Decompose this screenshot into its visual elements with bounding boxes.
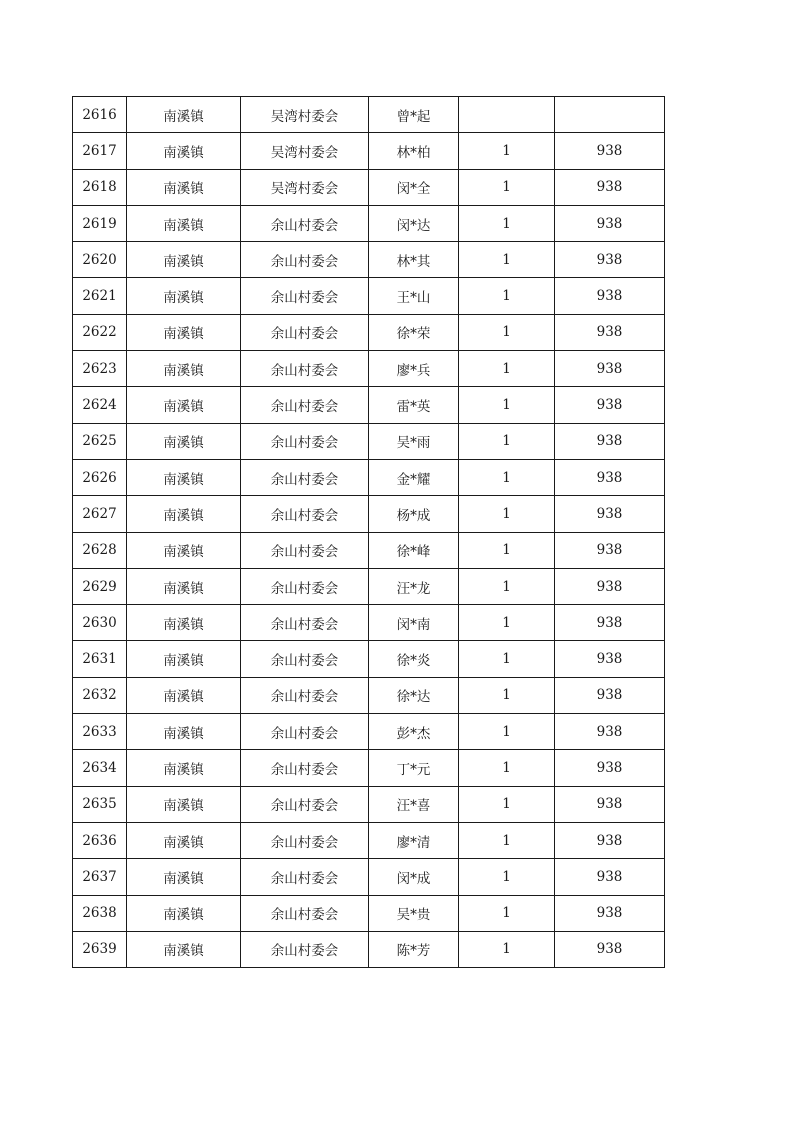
name-cell: 金*耀 — [369, 459, 459, 495]
village-committee-cell: 余山村委会 — [241, 605, 369, 641]
row-number-cell: 2633 — [73, 714, 127, 750]
count-cell: 1 — [459, 133, 555, 169]
name-cell: 闵*南 — [369, 605, 459, 641]
count-cell: 1 — [459, 641, 555, 677]
row-number-cell: 2635 — [73, 786, 127, 822]
town-cell: 南溪镇 — [127, 459, 241, 495]
town-cell: 南溪镇 — [127, 169, 241, 205]
name-cell: 丁*元 — [369, 750, 459, 786]
table-row — [73, 822, 665, 858]
row-number-cell: 2631 — [73, 641, 127, 677]
count-cell: 1 — [459, 169, 555, 205]
town-cell: 南溪镇 — [127, 677, 241, 713]
row-number-cell: 2624 — [73, 387, 127, 423]
amount-cell: 938 — [555, 205, 665, 241]
table-row — [73, 387, 665, 423]
village-committee-cell: 余山村委会 — [241, 278, 369, 314]
count-cell: 1 — [459, 242, 555, 278]
village-committee-cell: 余山村委会 — [241, 242, 369, 278]
row-number-cell: 2627 — [73, 496, 127, 532]
amount-cell: 938 — [555, 822, 665, 858]
table-row — [73, 496, 665, 532]
row-number-cell: 2620 — [73, 242, 127, 278]
amount-cell: 938 — [555, 714, 665, 750]
town-cell: 南溪镇 — [127, 605, 241, 641]
row-number-cell: 2637 — [73, 859, 127, 895]
name-cell: 杨*成 — [369, 496, 459, 532]
name-cell: 汪*喜 — [369, 786, 459, 822]
count-cell: 1 — [459, 750, 555, 786]
town-cell: 南溪镇 — [127, 133, 241, 169]
count-cell: 1 — [459, 459, 555, 495]
row-number-cell: 2622 — [73, 314, 127, 350]
table-row — [73, 677, 665, 713]
amount-cell: 938 — [555, 387, 665, 423]
table-row — [73, 931, 665, 967]
table-row — [73, 423, 665, 459]
town-cell: 南溪镇 — [127, 205, 241, 241]
row-number-cell: 2632 — [73, 677, 127, 713]
count-cell: 1 — [459, 314, 555, 350]
town-cell: 南溪镇 — [127, 278, 241, 314]
count-cell: 1 — [459, 568, 555, 604]
row-number-cell: 2630 — [73, 605, 127, 641]
row-number-cell: 2638 — [73, 895, 127, 931]
amount-cell: 938 — [555, 278, 665, 314]
town-cell: 南溪镇 — [127, 387, 241, 423]
town-cell: 南溪镇 — [127, 859, 241, 895]
amount-cell: 938 — [555, 641, 665, 677]
row-number-cell: 2625 — [73, 423, 127, 459]
name-cell: 徐*荣 — [369, 314, 459, 350]
name-cell: 闵*成 — [369, 859, 459, 895]
name-cell: 廖*兵 — [369, 351, 459, 387]
amount-cell: 938 — [555, 895, 665, 931]
town-cell: 南溪镇 — [127, 822, 241, 858]
count-cell: 1 — [459, 496, 555, 532]
name-cell: 闵*全 — [369, 169, 459, 205]
row-number-cell: 2634 — [73, 750, 127, 786]
name-cell: 徐*炎 — [369, 641, 459, 677]
row-number-cell: 2621 — [73, 278, 127, 314]
table-row — [73, 242, 665, 278]
village-committee-cell: 吴湾村委会 — [241, 133, 369, 169]
amount-cell: 938 — [555, 605, 665, 641]
table-row — [73, 750, 665, 786]
town-cell: 南溪镇 — [127, 97, 241, 133]
row-number-cell: 2616 — [73, 97, 127, 133]
amount-cell: 938 — [555, 786, 665, 822]
village-committee-cell: 余山村委会 — [241, 205, 369, 241]
table-row — [73, 786, 665, 822]
count-cell: 1 — [459, 351, 555, 387]
table-row — [73, 714, 665, 750]
village-committee-cell: 余山村委会 — [241, 641, 369, 677]
village-committee-cell: 吴湾村委会 — [241, 169, 369, 205]
village-committee-cell: 吴湾村委会 — [241, 97, 369, 133]
town-cell: 南溪镇 — [127, 895, 241, 931]
row-number-cell: 2639 — [73, 931, 127, 967]
row-number-cell: 2629 — [73, 568, 127, 604]
table-row — [73, 278, 665, 314]
amount-cell: 938 — [555, 532, 665, 568]
name-cell: 林*柏 — [369, 133, 459, 169]
amount-cell: 938 — [555, 459, 665, 495]
village-committee-cell: 余山村委会 — [241, 786, 369, 822]
name-cell: 徐*峰 — [369, 532, 459, 568]
amount-cell: 938 — [555, 169, 665, 205]
amount-cell: 938 — [555, 242, 665, 278]
count-cell: 1 — [459, 387, 555, 423]
table-row — [73, 859, 665, 895]
name-cell: 林*其 — [369, 242, 459, 278]
row-number-cell: 2619 — [73, 205, 127, 241]
town-cell: 南溪镇 — [127, 750, 241, 786]
town-cell: 南溪镇 — [127, 641, 241, 677]
count-cell: 1 — [459, 859, 555, 895]
town-cell: 南溪镇 — [127, 568, 241, 604]
town-cell: 南溪镇 — [127, 351, 241, 387]
table-row — [73, 205, 665, 241]
count-cell: 1 — [459, 714, 555, 750]
table-row — [73, 605, 665, 641]
name-cell: 王*山 — [369, 278, 459, 314]
town-cell: 南溪镇 — [127, 496, 241, 532]
amount-cell: 938 — [555, 750, 665, 786]
count-cell: 1 — [459, 931, 555, 967]
table-row — [73, 351, 665, 387]
roster-table-body — [73, 97, 665, 968]
table-row — [73, 97, 665, 133]
table-row — [73, 459, 665, 495]
count-cell: 1 — [459, 786, 555, 822]
village-committee-cell: 余山村委会 — [241, 714, 369, 750]
amount-cell: 938 — [555, 133, 665, 169]
village-committee-cell: 余山村委会 — [241, 822, 369, 858]
count-cell: 1 — [459, 822, 555, 858]
village-committee-cell: 余山村委会 — [241, 314, 369, 350]
village-committee-cell: 余山村委会 — [241, 677, 369, 713]
name-cell: 曾*起 — [369, 97, 459, 133]
village-committee-cell: 余山村委会 — [241, 568, 369, 604]
name-cell: 吴*贵 — [369, 895, 459, 931]
roster-table — [72, 96, 665, 968]
table-row — [73, 895, 665, 931]
amount-cell: 938 — [555, 314, 665, 350]
name-cell: 彭*杰 — [369, 714, 459, 750]
amount-cell: 938 — [555, 568, 665, 604]
name-cell: 闵*达 — [369, 205, 459, 241]
count-cell: 1 — [459, 532, 555, 568]
count-cell: 1 — [459, 423, 555, 459]
amount-cell — [555, 97, 665, 133]
name-cell: 汪*龙 — [369, 568, 459, 604]
row-number-cell: 2617 — [73, 133, 127, 169]
village-committee-cell: 余山村委会 — [241, 459, 369, 495]
name-cell: 吴*雨 — [369, 423, 459, 459]
count-cell: 1 — [459, 205, 555, 241]
count-cell — [459, 97, 555, 133]
village-committee-cell: 余山村委会 — [241, 532, 369, 568]
name-cell: 徐*达 — [369, 677, 459, 713]
amount-cell: 938 — [555, 423, 665, 459]
name-cell: 雷*英 — [369, 387, 459, 423]
amount-cell: 938 — [555, 351, 665, 387]
amount-cell: 938 — [555, 931, 665, 967]
table-row — [73, 641, 665, 677]
row-number-cell: 2623 — [73, 351, 127, 387]
row-number-cell: 2636 — [73, 822, 127, 858]
table-row — [73, 169, 665, 205]
town-cell: 南溪镇 — [127, 714, 241, 750]
village-committee-cell: 余山村委会 — [241, 423, 369, 459]
count-cell: 1 — [459, 278, 555, 314]
count-cell: 1 — [459, 677, 555, 713]
village-committee-cell: 余山村委会 — [241, 750, 369, 786]
table-row — [73, 532, 665, 568]
town-cell: 南溪镇 — [127, 532, 241, 568]
amount-cell: 938 — [555, 859, 665, 895]
table-row — [73, 568, 665, 604]
row-number-cell: 2626 — [73, 459, 127, 495]
village-committee-cell: 余山村委会 — [241, 496, 369, 532]
village-committee-cell: 余山村委会 — [241, 895, 369, 931]
town-cell: 南溪镇 — [127, 314, 241, 350]
town-cell: 南溪镇 — [127, 931, 241, 967]
row-number-cell: 2618 — [73, 169, 127, 205]
village-committee-cell: 余山村委会 — [241, 859, 369, 895]
village-committee-cell: 余山村委会 — [241, 351, 369, 387]
amount-cell: 938 — [555, 677, 665, 713]
count-cell: 1 — [459, 605, 555, 641]
village-committee-cell: 余山村委会 — [241, 387, 369, 423]
town-cell: 南溪镇 — [127, 242, 241, 278]
table-row — [73, 314, 665, 350]
town-cell: 南溪镇 — [127, 786, 241, 822]
town-cell: 南溪镇 — [127, 423, 241, 459]
table-row — [73, 133, 665, 169]
name-cell: 陈*芳 — [369, 931, 459, 967]
row-number-cell: 2628 — [73, 532, 127, 568]
name-cell: 廖*清 — [369, 822, 459, 858]
amount-cell: 938 — [555, 496, 665, 532]
count-cell: 1 — [459, 895, 555, 931]
village-committee-cell: 余山村委会 — [241, 931, 369, 967]
